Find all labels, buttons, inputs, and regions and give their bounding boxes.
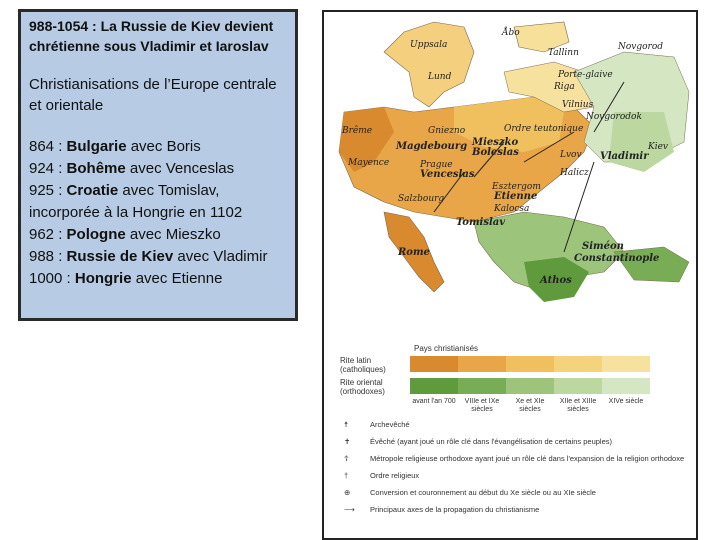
map-label-tomislav: Tomislav (456, 217, 506, 228)
map-label-lvov: Lvov (560, 150, 582, 160)
map-image (324, 12, 696, 342)
map-label-gniezno: Gniezno (428, 126, 466, 136)
legend-swatch-oriental (410, 378, 458, 394)
legend-symbol-row (340, 454, 690, 467)
legend-period-label: avant l'an 700 (412, 398, 456, 405)
map-label-prague: Prague (420, 160, 453, 170)
order-icon: † (344, 471, 349, 480)
panel-title: 988-1054 : La Russie de Kiev devient chrétienne sous Vladimir et Iaroslav (29, 18, 274, 54)
map-label-boleslas: Boleslas (472, 147, 519, 158)
map-label-tallinn: Tallinn (548, 48, 579, 58)
map-label-halicz: Halicz (560, 168, 589, 178)
map-label-mieszko: Mieszko (472, 137, 519, 148)
legend-symbol-row (340, 420, 690, 433)
map-label-simeon: Siméon (582, 241, 624, 252)
bishop-icon: ✝ (344, 437, 351, 446)
list-item: 925 : Croatie avec Tomislav, incorporée à la Hongrie en 1102 (29, 182, 243, 221)
arrow-icon: ⟶ (344, 505, 355, 514)
map-label-novgorod: Novgorod (618, 42, 664, 52)
map-label-riga: Riga (554, 82, 575, 92)
legend-swatch-latin (554, 356, 602, 372)
map-legend (340, 342, 690, 537)
legend-title: Pays christianisés (414, 344, 479, 353)
legend-symbol-row (340, 437, 690, 450)
map-label-venceslas: Venceslas (420, 169, 475, 180)
legend-swatch-oriental (458, 378, 506, 394)
legend-period-label: XIIe et XIIIe siècles (559, 398, 597, 413)
legend-symbol-row (340, 488, 690, 501)
list-item: 924 : Bohême avec Venceslas (29, 160, 235, 177)
legend-swatch-latin (458, 356, 506, 372)
legend-symbol-label: Principaux axes de la propagation du christianisme (370, 505, 540, 514)
panel-subtitle: Christianisations de l’Europe centrale et orientale (29, 76, 277, 114)
map-label-vladimir: Vladimir (600, 151, 649, 162)
map-label-salzbourg: Salzbourg (398, 194, 445, 204)
legend-symbol-row (340, 471, 690, 484)
map-label-kalocsa: Kalocsa (494, 204, 530, 214)
legend-swatch-oriental (554, 378, 602, 394)
legend-period-label: XIVe siècle (608, 398, 644, 405)
legend-rite-oriental: Rite oriental (orthodoxes) (340, 378, 385, 396)
map-label-uppsala: Uppsala (410, 40, 448, 50)
map-label-etienne: Etienne (494, 191, 538, 202)
map-label-rome: Rome (398, 247, 430, 258)
list-item: 1000 : Hongrie avec Etienne (29, 270, 223, 287)
map-label-athos: Athos (540, 275, 572, 286)
map-label-magdebourg: Magdebourg (396, 141, 468, 152)
legend-symbol-label: Métropole religieuse orthodoxe ayant joué un rôle clé dans l'expansion de la religion orthodoxe (370, 454, 685, 463)
map-label-kiev: Kiev (648, 142, 669, 152)
legend-rite-latin: Rite latin (catholiques) (340, 356, 386, 374)
list-item: 962 : Pologne avec Mieszko (29, 226, 221, 243)
map-label-porte-glaive: Porte-glaive (558, 70, 613, 80)
legend-symbol-label: Ordre religieux (370, 471, 420, 480)
map-label-abo: Åbo (502, 28, 520, 38)
legend-symbol-row (340, 505, 690, 518)
legend-symbol-label: Évêché (ayant joué un rôle clé dans l'évangélisation de certains peuples) (370, 437, 612, 446)
map-label-novgorodok: Novgorodok (586, 112, 642, 122)
legend-period-label: VIIIe et IXe siècles (464, 398, 500, 413)
legend-period-label: Xe et XIe siècles (515, 398, 545, 413)
map-label-mayence: Mayence (348, 158, 390, 168)
coronation-icon: ⊕ (344, 488, 351, 497)
legend-swatch-oriental (506, 378, 554, 394)
list-item: 988 : Russie de Kiev avec Vladimir (29, 248, 268, 265)
map-label-vilnius: Vilnius (562, 100, 594, 110)
map-label-breme: Brême (342, 126, 373, 136)
map-label-lund: Lund (428, 72, 452, 82)
legend-swatch-oriental (602, 378, 650, 394)
summary-panel (18, 9, 298, 321)
metropolis-icon: ☦ (344, 454, 349, 463)
legend-swatch-latin (506, 356, 554, 372)
legend-symbol-label: Conversion et couronnement au début du Xe siècle ou au XIe siècle (370, 488, 596, 497)
list-item: 864 : Bulgarie avec Boris (29, 138, 201, 155)
map-label-esztergom: Esztergom (492, 182, 541, 192)
christianization-map (322, 10, 698, 540)
legend-symbol-label: Archevêché (370, 420, 410, 429)
archbishop-icon: ☨ (344, 420, 349, 429)
map-label-ordre: Ordre teutonique (504, 124, 584, 134)
map-label-constantinople: Constantinople (574, 253, 660, 264)
legend-swatch-latin (410, 356, 458, 372)
legend-swatch-latin (602, 356, 650, 372)
